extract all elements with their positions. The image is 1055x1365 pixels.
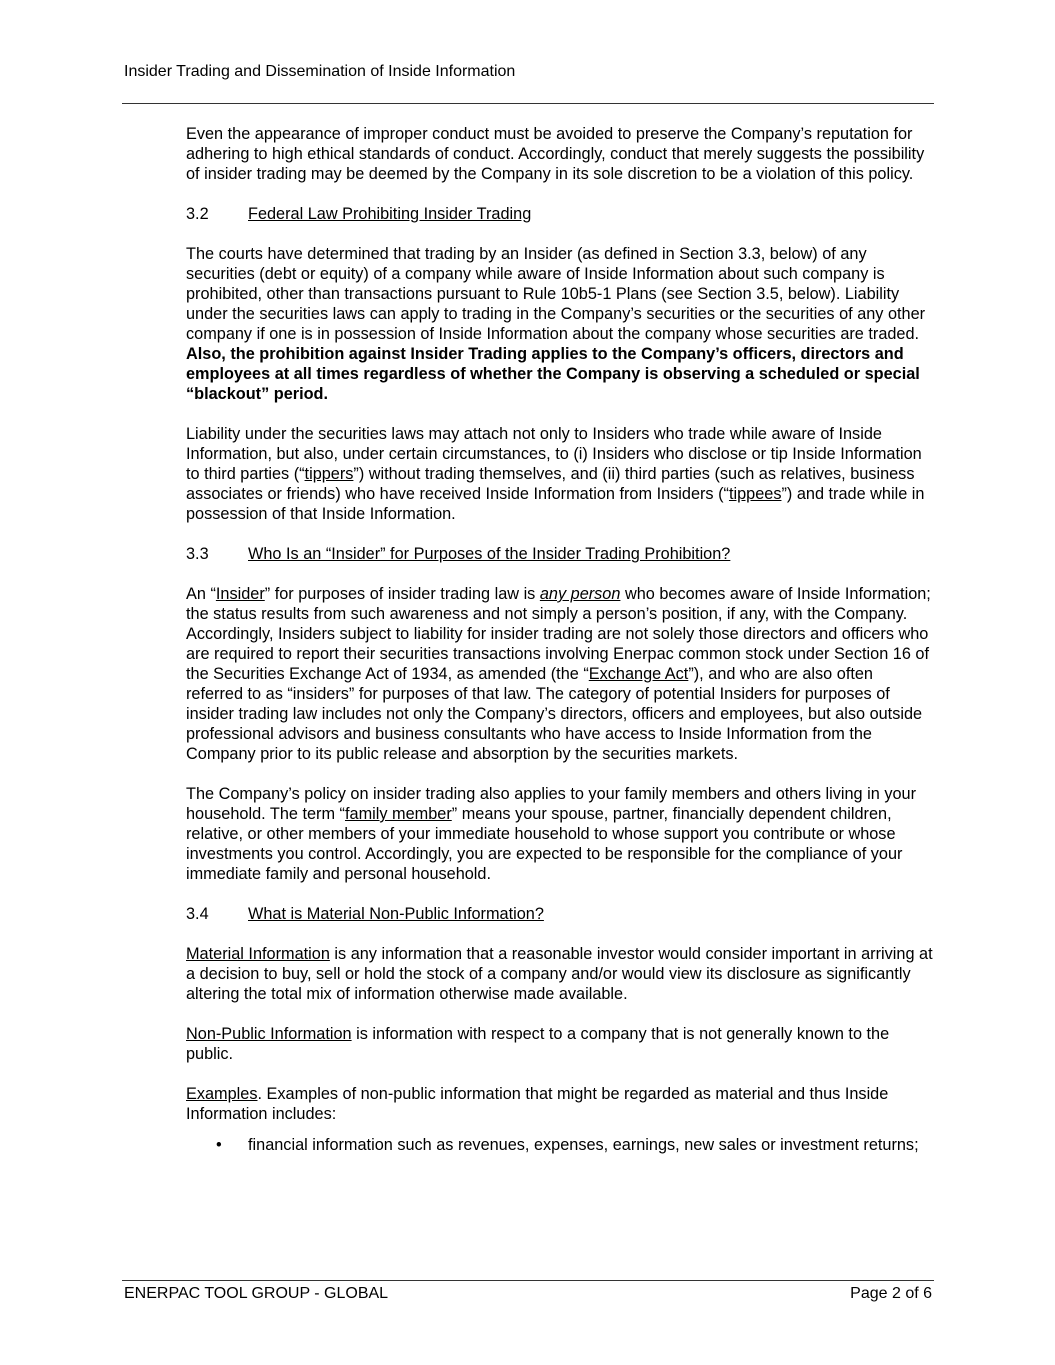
defined-term-tippers: tippers: [304, 465, 354, 483]
header-divider: [122, 103, 934, 104]
section-number: 3.3: [186, 545, 209, 563]
section-3-3-paragraph-1: [186, 584, 934, 764]
section-number: 3.4: [186, 905, 209, 923]
section-3-4-paragraph-2: [186, 1024, 934, 1064]
section-3-4-paragraph-1: [186, 944, 934, 1004]
section-3-3-heading: [186, 544, 934, 564]
bold-statement: Also, the prohibition against Insider Trading applies to the Company’s officers, directors and employees at all times regardless of whether the Company is observing a scheduled or special “blackout” period.: [186, 345, 920, 403]
footer-divider: [122, 1280, 934, 1281]
page-number: Page 2 of 6: [850, 1285, 932, 1302]
section-3-2-heading: [186, 204, 934, 224]
section-3-2-paragraph-2: [186, 424, 934, 524]
examples-list: [186, 1135, 934, 1155]
section-number: 3.2: [186, 205, 209, 223]
paragraph-text: is information with respect to a company that is not generally known to the public.: [186, 1025, 890, 1063]
section-title: Who Is an “Insider” for Purposes of the Insider Trading Prohibition?: [248, 545, 731, 563]
section-title: Federal Law Prohibiting Insider Trading: [248, 205, 532, 223]
section-title: What is Material Non-Public Information?: [248, 905, 544, 923]
defined-term-tippees: tippees: [728, 485, 782, 503]
section-3-3-paragraph-2: [186, 784, 934, 884]
list-item-text: financial information such as revenues, expenses, earnings, new sales or investment returns;: [248, 1136, 919, 1154]
defined-term-material-information: Material Information: [186, 945, 330, 963]
defined-term-non-public-information: Non-Public Information: [186, 1025, 352, 1043]
section-3-4-heading: [186, 904, 934, 924]
paragraph-text: ”) without trading themselves, and (ii) third parties (such as relatives, business associates or friends) who have received Inside Information from Insiders (“: [186, 465, 915, 503]
defined-term-family-member: family member: [344, 805, 452, 823]
paragraph-text: ”), and who are also often referred to as “insiders” for purposes of that law. The category of potential Insiders for purposes of insider trading law includes not only the Company’s directors, officers and employees, but also outside professional advisors and business consultants who have access to Inside Information from the Company prior to its public release and absorption by the securities markets.: [186, 665, 923, 763]
section-3-4-paragraph-3: [186, 1084, 934, 1124]
paragraph-text: ” means your spouse, partner, financially dependent children, relative, or other members of your immediate household to whose support you contribute or whose investments you control. Accordingly, you are expected to be responsible for the compliance of your immediate family and personal household.: [186, 805, 903, 883]
paragraph-text: An “: [186, 585, 216, 603]
paragraph-text: ” for purposes of insider trading law is: [264, 585, 540, 603]
section-3-2-paragraph-1: [186, 244, 934, 404]
page-footer: [124, 1283, 932, 1305]
paragraph-text: ”) and trade while in possession of that Inside Information.: [186, 485, 925, 523]
paragraph-text: The Company’s policy on insider trading also applies to your family members and others living in your household. The term “: [186, 785, 916, 823]
intro-paragraph: Even the appearance of improper conduct must be avoided to preserve the Company’s reputation for adhering to high ethical standards of conduct. Accordingly, conduct that merely suggests the possibility of insider trading may be deemed by the Company in its sole discretion to be a violation of this policy.: [186, 125, 925, 183]
paragraph-text: The courts have determined that trading by an Insider (as defined in Section 3.3, below) of any securities (debt or equity) of a company while aware of Inside Information about such company is prohibited, other than transactions pursuant to Rule 10b5-1 Plans (see Section 3.5, below). Liability under the securities laws can apply to trading in the Company’s securities or the securities of any other company if one is in possession of Inside Information about the company whose securities are traded.: [186, 245, 926, 343]
page-header: Insider Trading and Dissemination of Inside Information: [124, 63, 516, 80]
defined-term-insider: Insider: [215, 585, 265, 603]
bullet-icon: •: [216, 1136, 222, 1154]
paragraph-text: . Examples of non-public information that might be regarded as material and thus Inside Information includes:: [186, 1085, 889, 1123]
footer-company: ENERPAC TOOL GROUP - GLOBAL: [124, 1285, 389, 1302]
list-item: [186, 1135, 934, 1155]
paragraph-text: is any information that a reasonable investor would consider important in arriving at a decision to buy, sell or hold the stock of a company and/or would view its disclosure as significantly altering the total mix of information otherwise made available.: [186, 945, 933, 1003]
paragraph-text: Liability under the securities laws may attach not only to Insiders who trade while aware of Inside Information, but also, under certain circumstances, to (i) Insiders who disclose or tip Inside Information to third parties (“: [186, 425, 922, 483]
defined-term-examples: Examples: [186, 1085, 258, 1103]
defined-term-exchange-act: Exchange Act: [588, 665, 689, 683]
paragraph-text: who becomes aware of Inside Information; the status results from such awareness and not simply a person’s position, if any, with the Company. Accordingly, Insiders subject to liability for insider trading are not solely those directors and officers who are required to report their securities transactions involving Enerpac common stock under Section 16 of the Securities Exchange Act of 1934, as amended (the “: [186, 585, 931, 683]
document-body: [186, 124, 934, 1155]
emphasis-any-person: any person: [539, 585, 621, 603]
